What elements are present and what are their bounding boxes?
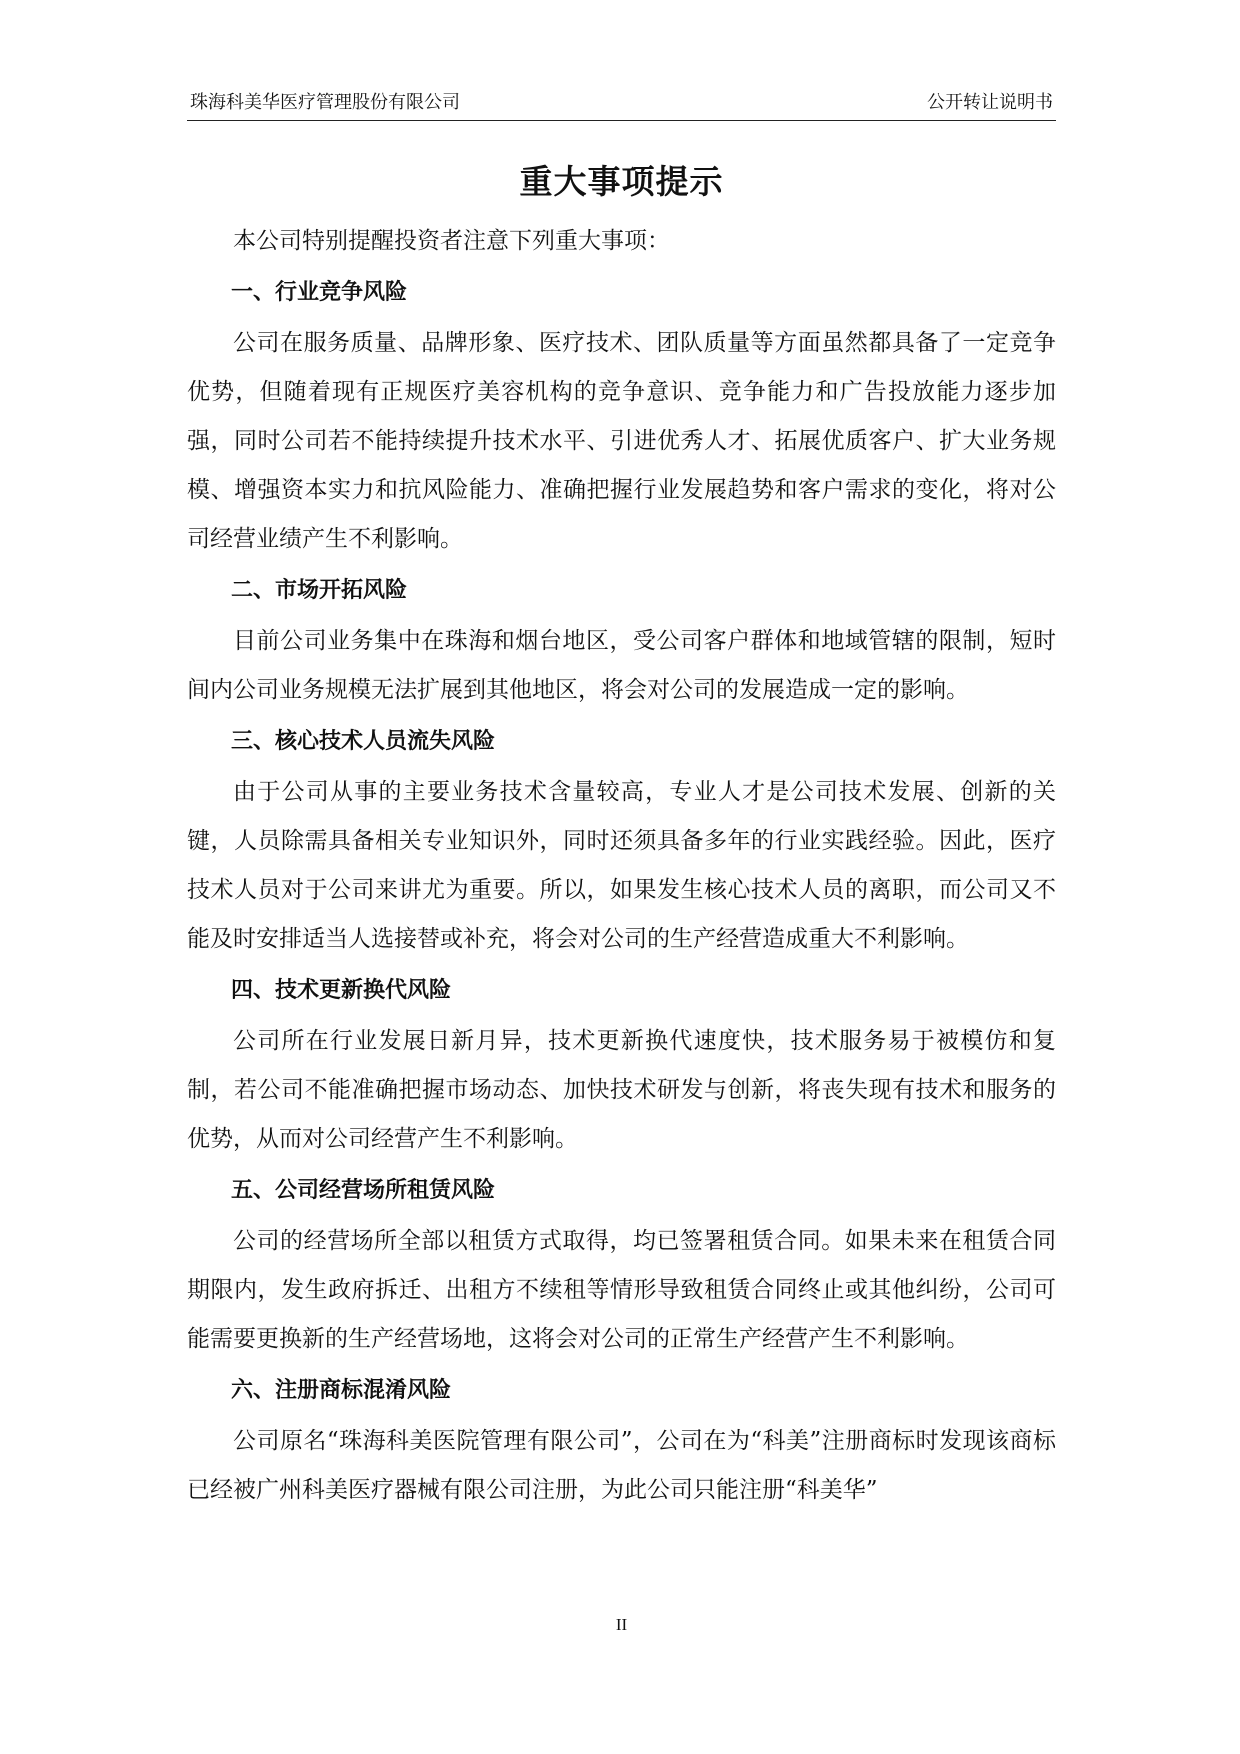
section-body-trademark-confusion: 公司原名“珠海科美医院管理有限公司”，公司在为“科美”注册商标时发现该商标已经被广州科美医疗器械有限公司注册，为此公司只能注册“科美华” <box>187 1428 1056 1503</box>
section-body-core-staff-loss: 由于公司从事的主要业务技术含量较高，专业人才是公司技术发展、创新的关键，人员除需具备相关专业知识外，同时还须具备多年的行业实践经验。因此，医疗技术人员对于公司来讲尤为重要。所以，如果发生核心技术人员的离职，而公司又不能及时安排适当人选接替或补充，将会对公司的生产经营造成重大不利影响。 <box>187 779 1056 952</box>
page-header <box>187 88 1056 121</box>
document-body <box>187 217 1056 1515</box>
section-body-market-expansion: 目前公司业务集中在珠海和烟台地区，受公司客户群体和地域管辖的限制，短时间内公司业务规模无法扩展到其他地区，将会对公司的发展造成一定的影响。 <box>187 628 1056 703</box>
section-heading-premises-lease: 五、公司经营场所租赁风险 <box>231 1178 496 1203</box>
section-heading-core-staff-loss: 三、核心技术人员流失风险 <box>231 729 496 754</box>
section-heading-trademark-confusion: 六、注册商标混淆风险 <box>231 1378 452 1403</box>
section-body-premises-lease: 公司的经营场所全部以租赁方式取得，均已签署租赁合同。如果未来在租赁合同期限内，发生政府拆迁、出租方不续租等情形导致租赁合同终止或其他纠纷，公司可能需要更换新的生产经营场地，这将会对公司的正常生产经营产生不利影响。 <box>187 1228 1056 1352</box>
header-company-name: 珠海科美华医疗管理股份有限公司 <box>190 92 460 113</box>
section-body-technology-update: 公司所在行业发展日新月异，技术更新换代速度快，技术服务易于被模仿和复制，若公司不能准确把握市场动态、加快技术研发与创新，将丧失现有技术和服务的优势，从而对公司经营产生不利影响。 <box>187 1028 1056 1152</box>
page-title: 重大事项提示 <box>519 162 724 201</box>
intro-paragraph: 本公司特别提醒投资者注意下列重大事项： <box>233 228 670 254</box>
section-heading-market-expansion: 二、市场开拓风险 <box>231 578 408 603</box>
section-heading-technology-update: 四、技术更新换代风险 <box>231 978 452 1003</box>
section-heading-industry-competition: 一、行业竞争风险 <box>231 280 408 305</box>
section-body-industry-competition: 公司在服务质量、品牌形象、医疗技术、团队质量等方面虽然都具备了一定竞争优势，但随着现有正规医疗美容机构的竞争意识、竞争能力和广告投放能力逐步加强，同时公司若不能持续提升技术水平、引进优秀人才、拓展优质客户、扩大业务规模、增强资本实力和抗风险能力、准确把握行业发展趋势和客户需求的变化，将对公司经营业绩产生不利影响。 <box>187 330 1056 552</box>
header-document-type: 公开转让说明书 <box>927 92 1053 113</box>
page-number: II <box>615 1615 628 1634</box>
